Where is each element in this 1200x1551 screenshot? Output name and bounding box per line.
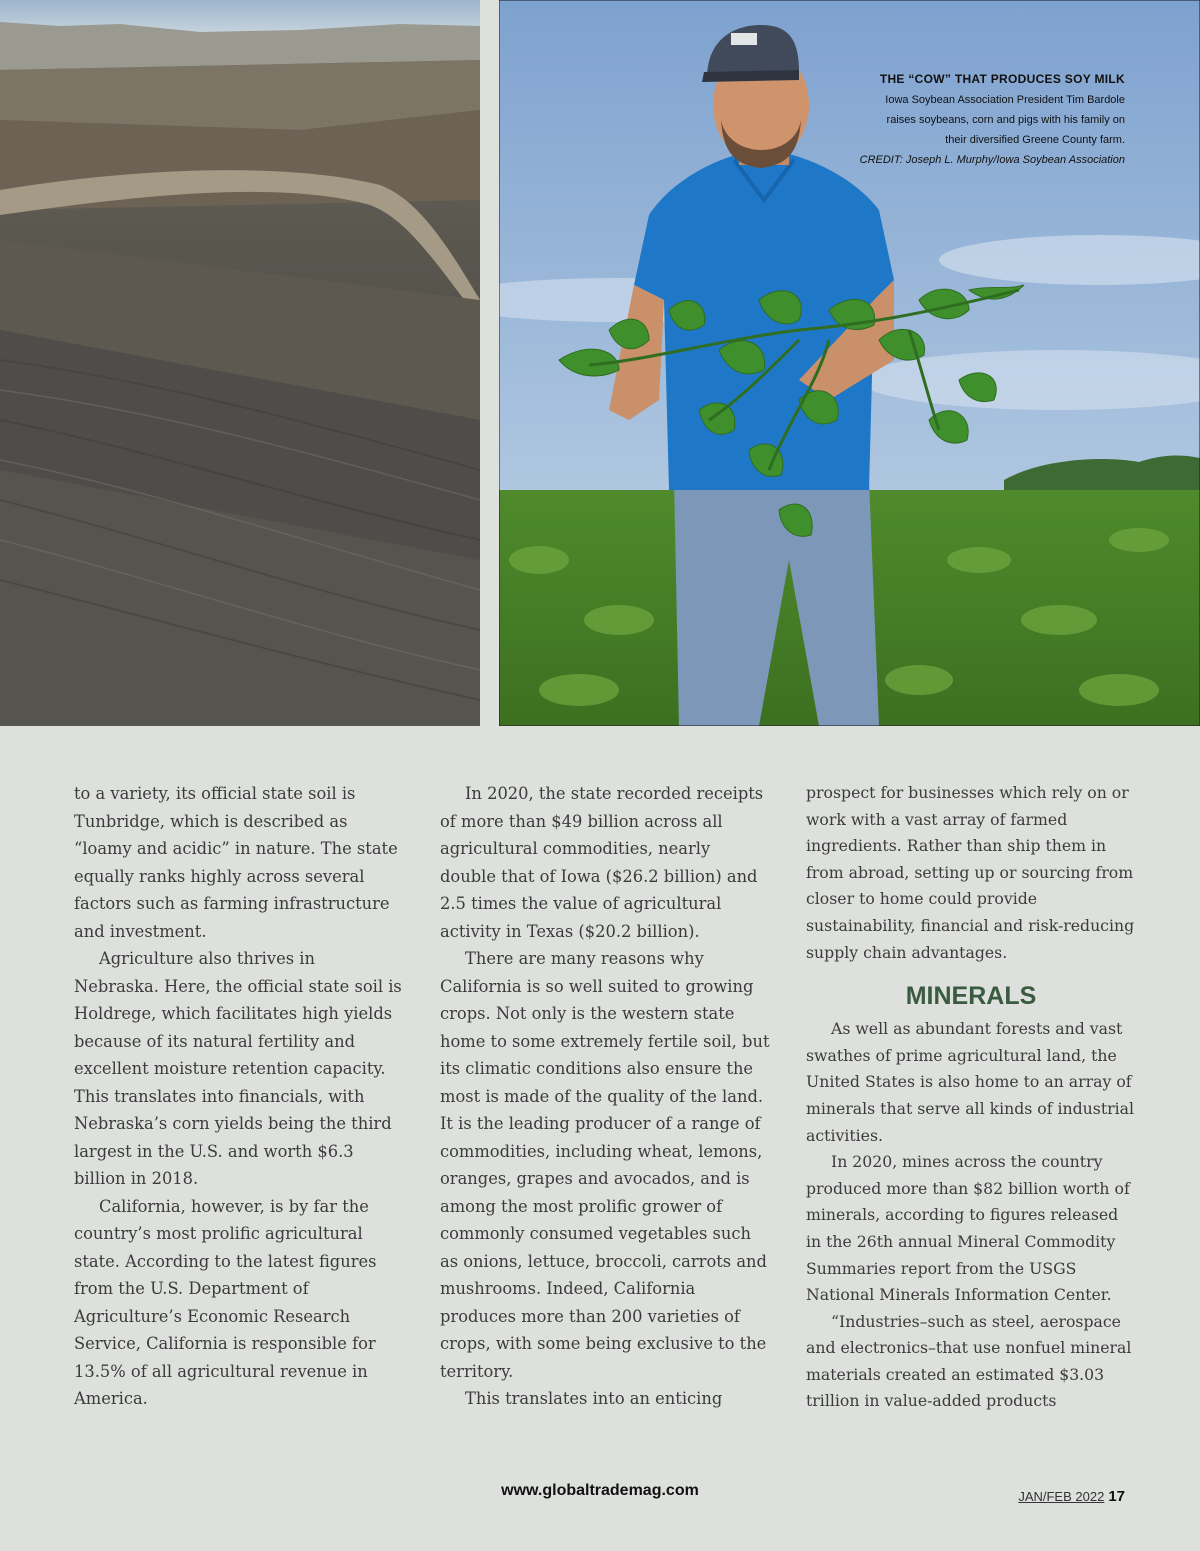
article-paragraph: In 2020, the state recorded receipts of more than $49 billion across all agricultural commodities, nearly double that of Iowa ($26.2 billion) and 2.5 times the value of agricultural activity in Texas ($20.2 billion). (440, 784, 764, 941)
caption-line: Iowa Soybean Association President Tim Bardole (885, 94, 1125, 106)
article-paragraph: California, however, is by far the country’s most prolific agricultural state. According to the latest figures from the U.S. Department of Agriculture’s Economic Research Service, California is responsible for 13.5% of all agricultural revenue in America. (74, 1196, 377, 1408)
footer-issue (1018, 1488, 1125, 1505)
article-paragraph: prospect for businesses which rely on or work with a vast array of farmed ingredients. Rather than ship them in from abroad, setting up or sourcing from closer to home could provide sustainability, financial and risk-reducing supply chain advantages. (806, 783, 1135, 962)
caption-credit: CREDIT: Joseph L. Murphy/Iowa Soybean Association (859, 154, 1125, 166)
photo-caption (825, 72, 1125, 170)
article-column-3 (806, 780, 1136, 1415)
page-number: 17 (1108, 1488, 1125, 1505)
caption-line: their diversified Greene County farm. (945, 134, 1125, 146)
article-paragraph: As well as abundant forests and vast swathes of prime agricultural land, the United States is also home to an array of minerals that serve all kinds of industrial activities. (806, 1019, 1135, 1145)
caption-title: THE “COW” THAT PRODUCES SOY MILK (879, 72, 1125, 86)
article-paragraph: Agriculture also thrives in Nebraska. Here, the official state soil is Holdrege, which facilitates high yields because of its natural fertility and excellent moisture retention capacity. This translates into financials, with Nebraska’s corn yields being the third largest in the U.S. and worth $6.3 billion in 2018. (74, 949, 402, 1188)
issue-date: JAN/FEB 2022 (1018, 1489, 1105, 1504)
article-paragraph: There are many reasons why California is so well suited to growing crops. Not only is the western state home to some extremely fertile soil, but its climatic conditions also ensure the most is made of the quality of the land. It is the leading producer of a range of commodities, including wheat, lemons, oranges, grapes and avocados, and is among the most prolific grower of commonly consumed vegetables such as onions, lettuce, broccoli, carrots and mushrooms. Indeed, California produces more than 200 varieties of crops, with some being exclusive to the territory. (440, 949, 770, 1381)
website-url: www.globaltrademag.com (501, 1482, 699, 1499)
article-paragraph: In 2020, mines across the country produced more than $82 billion worth of minerals, according to figures released in the 26th annual Mineral Commodity Summaries report from the USGS National Minerals Information Center. (806, 1152, 1130, 1305)
farmer-photo (499, 0, 1200, 726)
article-column-1 (74, 780, 404, 1413)
article-paragraph: to a variety, its official state soil is Tunbridge, which is described as “loamy and acidic” in nature. The state equally ranks highly across several factors such as farming infrastructure and investment. (74, 784, 398, 941)
section-heading: MINERALS (905, 982, 1037, 1011)
caption-line: raises soybeans, corn and pigs with his family on (886, 114, 1125, 126)
article-column-2 (440, 780, 770, 1413)
article-paragraph: This translates into an enticing (465, 1389, 723, 1408)
article-paragraph: “Industries–such as steel, aerospace and electronics–that use nonfuel mineral materials created an estimated $3.03 trillion in value-added products (806, 1311, 1132, 1411)
quarry-photo (0, 0, 480, 726)
